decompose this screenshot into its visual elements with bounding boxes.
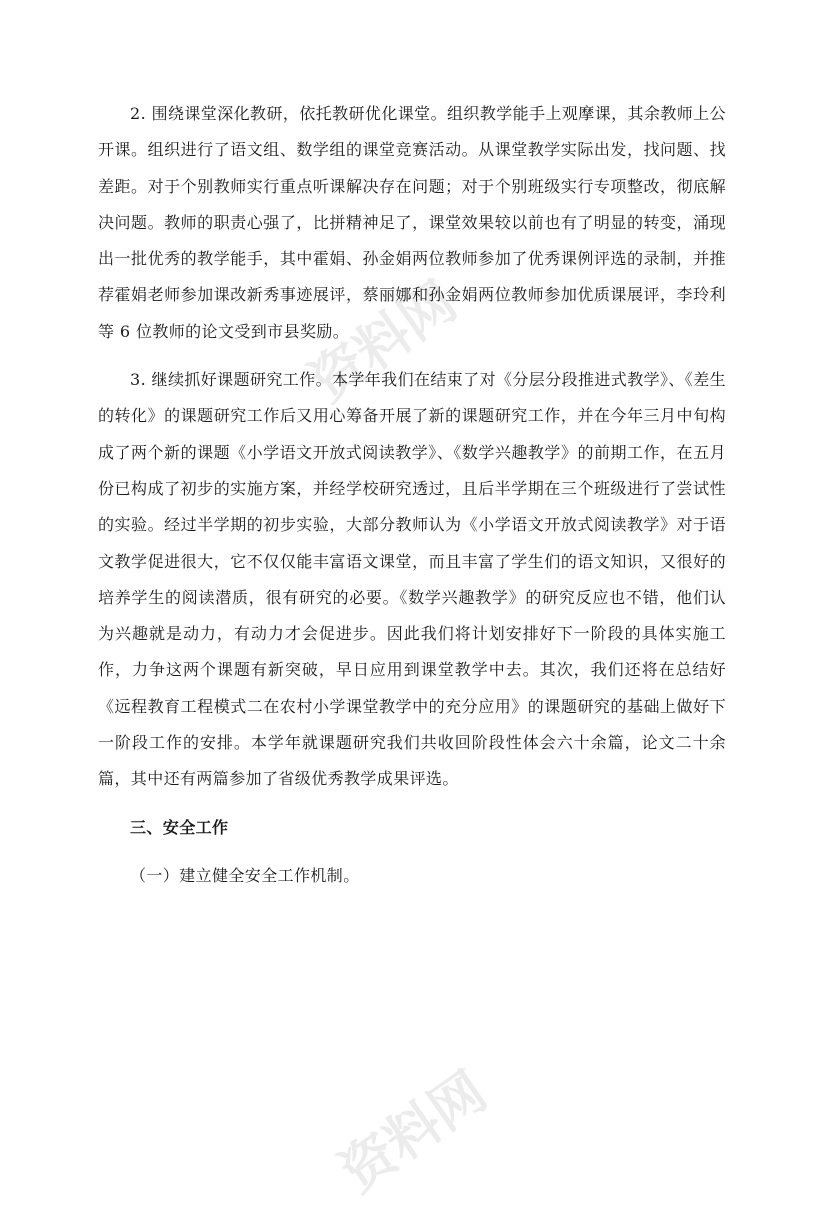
subsection-heading-mechanism: （一）建立健全安全工作机制。 — [130, 865, 360, 885]
watermark: 资料网 — [298, 269, 468, 415]
section-heading-safety: 三、安全工作 — [130, 817, 229, 837]
paragraph-research-projects: 3. 继续抓好课题研究工作。本学年我们在结束了对《分层分段推进式教学》、《差生的转化》的课题研究工作后又用心筹备开展了新的课题研究工作，并在今年三月中旬构成了两个新的课题《小学语文开放式阅读教学》、《数学兴趣教学》的前期工作，在五月份已构成了初步的实施方案，并经学校研究透过，且后半学期在三个班级进行了尝试性的实验。经过半学期的初步实验，大部分教师认为《小学语文开放式阅读教学》对于语文教学促进很大，它不仅仅能丰富语文课堂，而且丰富了学生们的语文知识，又很好的培养学生的阅读潜质，很有研究的必要。《数学兴趣教学》的研究反应也不错，他们认为兴趣就是动力，有动力才会促进步。因此我们将计划安排好下一阶段的具体实施工作，力争这两个课题有新突破，早日应用到课堂教学中去。其次，我们还将在总结好《远程教育工程模式二在农村小学课堂教学中的充分应用》的课题研究的基础上做好下一阶段工作的安排。本学年就课题研究我们共收回阶段性体会六十余篇，论文二十余篇，其中还有两篇参加了省级优秀教学成果评选。 — [98, 370, 726, 789]
paragraph-teaching-research: 2. 围绕课堂深化教研，依托教研优化课堂。组织教学能手上观摩课，其余教师上公开课。组织进行了语文组、数学组的课堂竞赛活动。从课堂教学实际出发，找问题、找差距。对于个别教师实行重点听课解决存在问题；对于个别班级实行专项整改，彻底解决问题。教师的职责心强了，比拼精神足了，课堂效果较以前也有了明显的转变，涌现出一批优秀的教学能手，其中霍娟、孙金娟两位教师参加了优秀课例评选的录制，并推荐霍娟老师参加课改新秀事迹展评，蔡丽娜和孙金娟两位教师参加优质课展评，李玲利等 6 位教师的论文受到市县奖励。 — [98, 104, 726, 341]
document-body — [98, 96, 726, 894]
watermark: 资料网 — [328, 1059, 498, 1205]
